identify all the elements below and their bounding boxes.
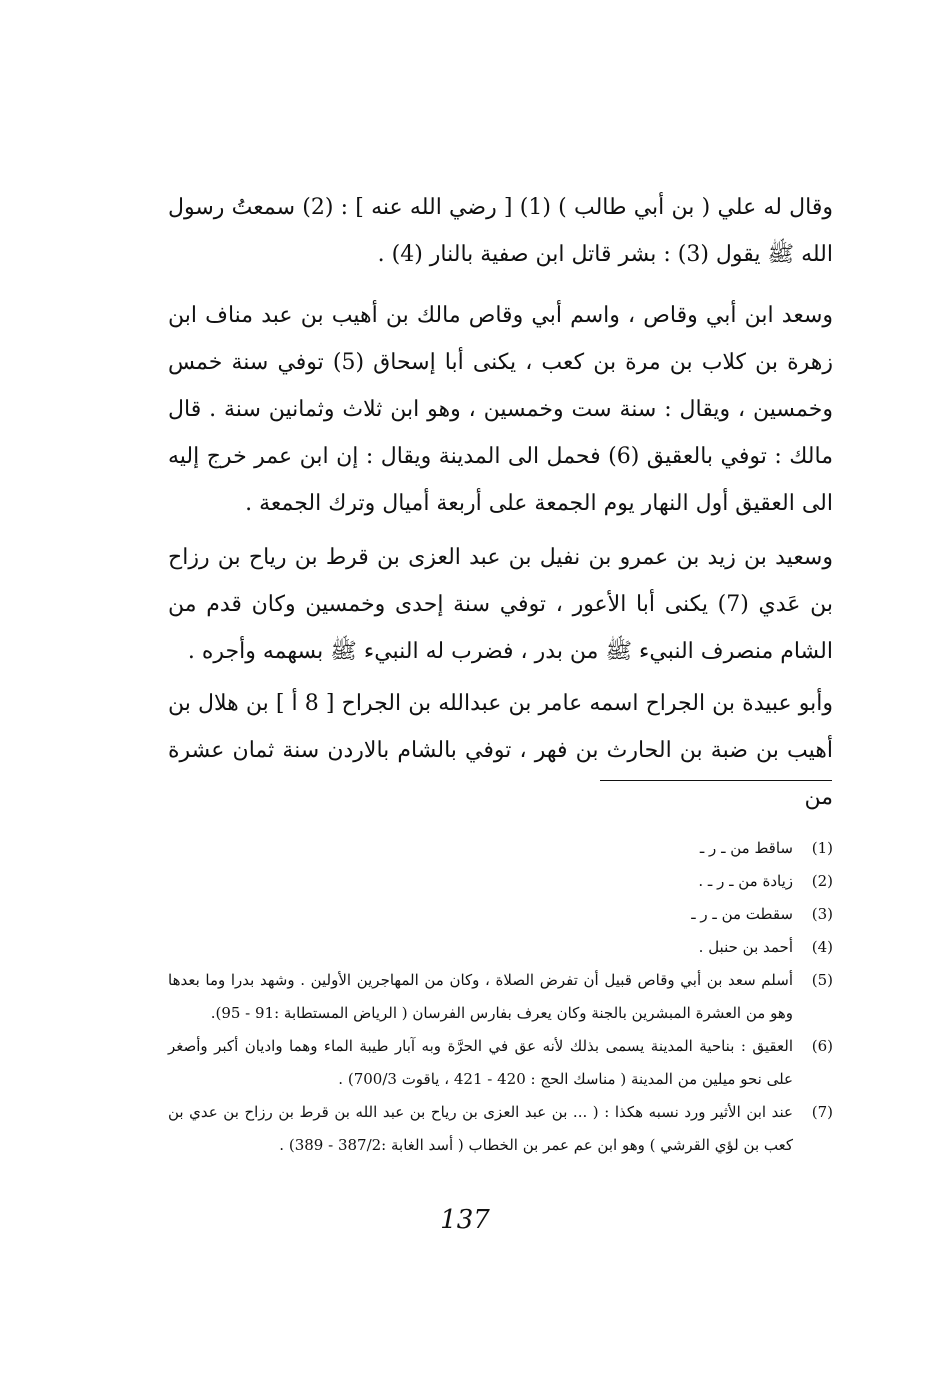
footnote-text: العقيق : بناحية المدينة يسمى بذلك لأنه عق في الحرَّة وبه آبار طيبة الماء وهما واديان أكبر وأصغر على نحو ميلين من المدينة ( مناسك الحج : 420 - 421 ، ياقوت 700/3) . (168, 1037, 793, 1088)
footnote-item (168, 1096, 833, 1162)
paragraph-abu-ubaydah: وأبو عبيدة بن الجراح اسمه عامر بن عبدالله بن الجراح [ 8 أ ] بن هلال بن أهيب بن ضبة بن الحارث بن فهر ، توفي بالشام بالاردن سنة ثمان عشرة من (168, 691, 833, 810)
footnote-item (168, 931, 833, 964)
footnote-item (168, 1030, 833, 1096)
paragraph-said-ibn-zayd: وسعيد بن زيد بن عمرو بن نفيل بن عبد العزى بن قرط بن رياح بن رزاح بن عَدي (7) يكنى أبا الأعور ، توفي سنة إحدى وخمسين وكان قدم من الشام منصرف النبيء ﷺ من بدر ، فضرب له النبيء ﷺ بسهمه وأجره . (168, 545, 833, 664)
footnote-number: (7) (811, 1103, 833, 1121)
footnote-item (168, 964, 833, 1030)
footnote-number: (2) (811, 872, 833, 890)
footnote-text: عند ابن الأثير ورد نسبه هكذا : ( ... بن عبد العزى بن رياح بن عبد الله بن قرط بن رزاح بن عدي بن كعب بن لؤي القرشي ) وهو ابن عم عمر بن الخطاب ( أسد الغابة :387/2 - 389) . (168, 1103, 793, 1154)
page-number: 137 (440, 1205, 490, 1235)
footnote-item (168, 898, 833, 931)
footnote-text: ساقط من ـ ر ـ (699, 839, 793, 857)
footnote-number: (1) (811, 839, 833, 857)
footnote-text: أحمد بن حنبل . (698, 938, 793, 956)
footnote-number: (5) (811, 971, 833, 989)
paragraph-saad-ibn-abi-waqqas: وسعد ابن أبي وقاص ، واسم أبي وقاص مالك بن أهيب بن عبد مناف ابن زهرة بن كلاب بن مرة بن كعب ، يكنى أبا إسحاق (5) توفي سنة خمس وخمسين ، ويقال : سنة ست وخمسين ، وهو ابن ثلاث وثمانين سنة . قال مالك : توفي بالعقيق (6) فحمل الى المدينة ويقال : إن ابن عمر خرج إليه الى العقيق أول النهار يوم الجمعة على أربعة أميال وترك الجمعة . (168, 303, 834, 516)
footnote-number: (4) (811, 938, 833, 956)
footnote-number: (3) (811, 905, 833, 923)
footnote-text: سقطت من ـ ر ـ (691, 905, 793, 923)
footnote-text: أسلم سعد بن أبي وقاص قبيل أن تفرض الصلاة ، وكان من المهاجرين الأولين . وشهد بدرا وما بعدها وهو من العشرة المبشرين بالجنة وكان يعرف بفارس الفرسان ( الرياض المستطابة :91 - 95). (168, 971, 793, 1022)
footnote-item (168, 865, 833, 898)
footnote-separator (600, 780, 832, 781)
paragraph-ali-hadith: وقال له علي ( بن أبي طالب ) (1) [ رضي الله عنه ] : (2) سمعتُ رسول الله ﷺ يقول (3) : بشر قاتل ابن صفية بالنار (4) . (168, 195, 833, 267)
footnote-text: زيادة من ـ ر ـ . (698, 872, 793, 890)
footnote-item (168, 832, 833, 865)
footnotes-section (168, 832, 833, 1162)
footnote-number: (6) (811, 1037, 833, 1055)
